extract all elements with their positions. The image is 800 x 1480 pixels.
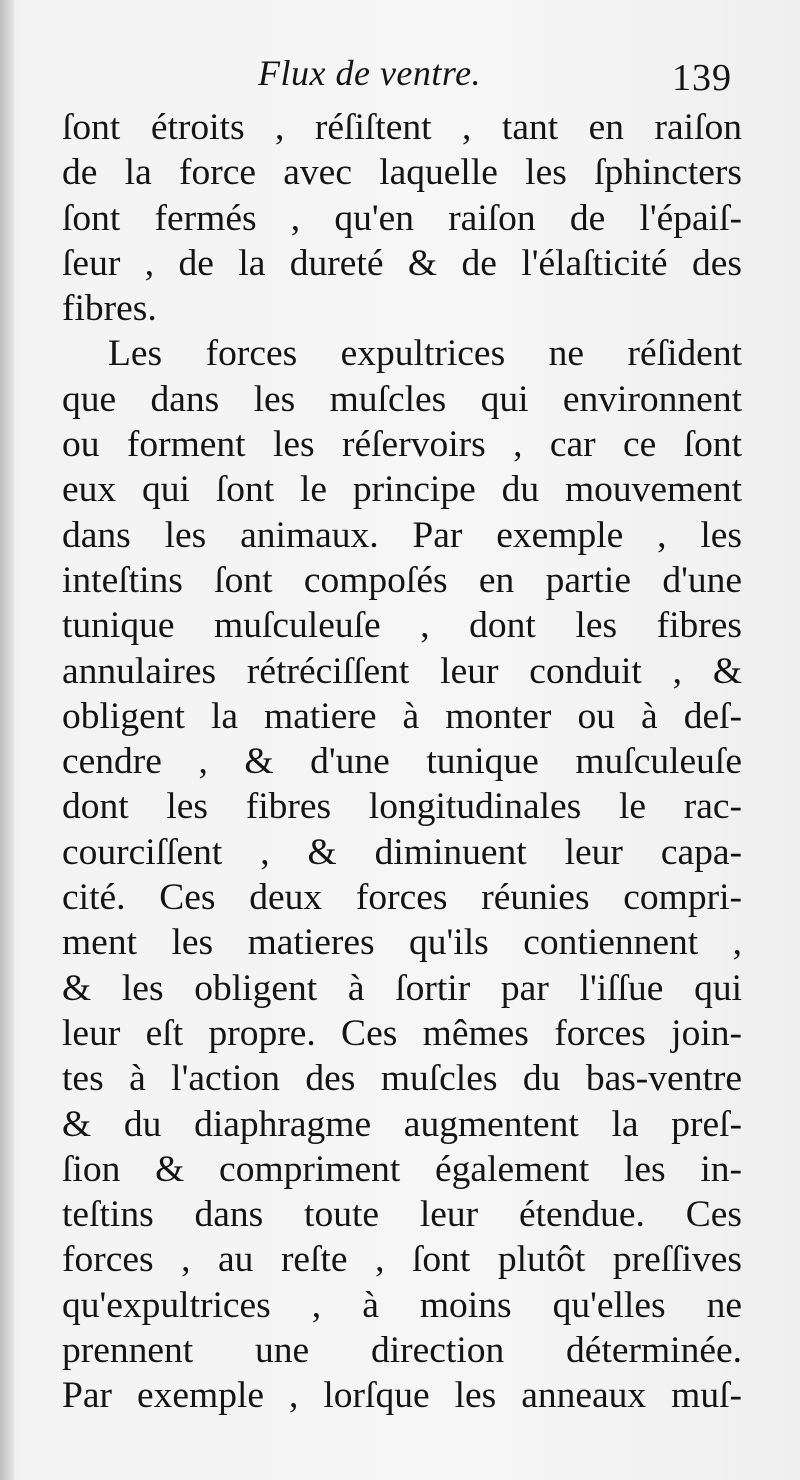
text-line-1: ſont étroits , réſiſtent , tant en raiſon xyxy=(62,107,742,148)
text-line-22: tes à l'action des muſcles du bas-ventre xyxy=(62,1058,742,1100)
page-number: 139 xyxy=(672,57,732,99)
text-line-7: que dans les muſcles qui environnent xyxy=(62,378,742,420)
text-line-5: fibres. xyxy=(62,288,157,330)
text-line-20: & les obligent à ſortir par l'iſſue qui xyxy=(62,967,742,1009)
text-line-13: annulaires rétréciſſent leur conduit , & xyxy=(62,650,742,692)
text-line-16: dont les fibres longitudinales le rac- xyxy=(62,786,742,828)
text-line-25: teſtins dans toute leur étendue. Ces xyxy=(62,1194,742,1236)
text-line-10: dans les animaux. Par exemple , les xyxy=(62,514,742,556)
running-head xyxy=(0,52,800,102)
text-line-8: ou forment les réſervoirs , car ce ſont xyxy=(62,424,742,466)
text-line-18: cité. Ces deux forces réunies compri- xyxy=(62,877,742,919)
text-line-29: Par exemple , lorſque les anneaux muſ- xyxy=(62,1375,742,1417)
text-line-11: inteſtins ſont compoſés en partie d'une xyxy=(62,559,742,601)
text-line-17: courciſſent , & diminuent leur capa- xyxy=(62,831,742,873)
text-line-21: leur eſt propre. Ces mêmes forces join- xyxy=(62,1012,742,1054)
text-line-12: tunique muſculeuſe , dont les fibres xyxy=(62,605,742,647)
page-gutter-shadow xyxy=(0,0,14,1480)
text-line-23: & du diaphragme augmentent la preſ- xyxy=(62,1103,742,1145)
body-text xyxy=(62,105,742,1419)
text-line-26: forces , au reſte , ſont plutôt preſſives xyxy=(62,1239,742,1281)
text-line-28: prennent une direction déterminée. xyxy=(62,1330,742,1372)
text-line-19: ment les matieres qu'ils contiennent , xyxy=(62,922,742,964)
text-line-27: qu'expultrices , à moins qu'elles ne xyxy=(62,1284,742,1326)
text-line-2: de la force avec laquelle les ſphincters xyxy=(62,152,742,194)
running-title: Flux de ventre. xyxy=(258,53,482,93)
text-line-15: cendre , & d'une tunique muſculeuſe xyxy=(62,741,742,783)
text-line-9: eux qui ſont le principe du mouvement xyxy=(62,469,742,511)
text-line-24: ſion & compriment également les in- xyxy=(62,1148,742,1190)
text-line-14: obligent la matiere à monter ou à deſ- xyxy=(62,695,742,737)
paragraph-start-line: Les forces expultrices ne réſident xyxy=(108,333,742,375)
text-line-4: ſeur , de la dureté & de l'élaſticité des xyxy=(62,242,742,284)
text-line-3: ſont fermés , qu'en raiſon de l'épaiſ- xyxy=(62,197,742,239)
